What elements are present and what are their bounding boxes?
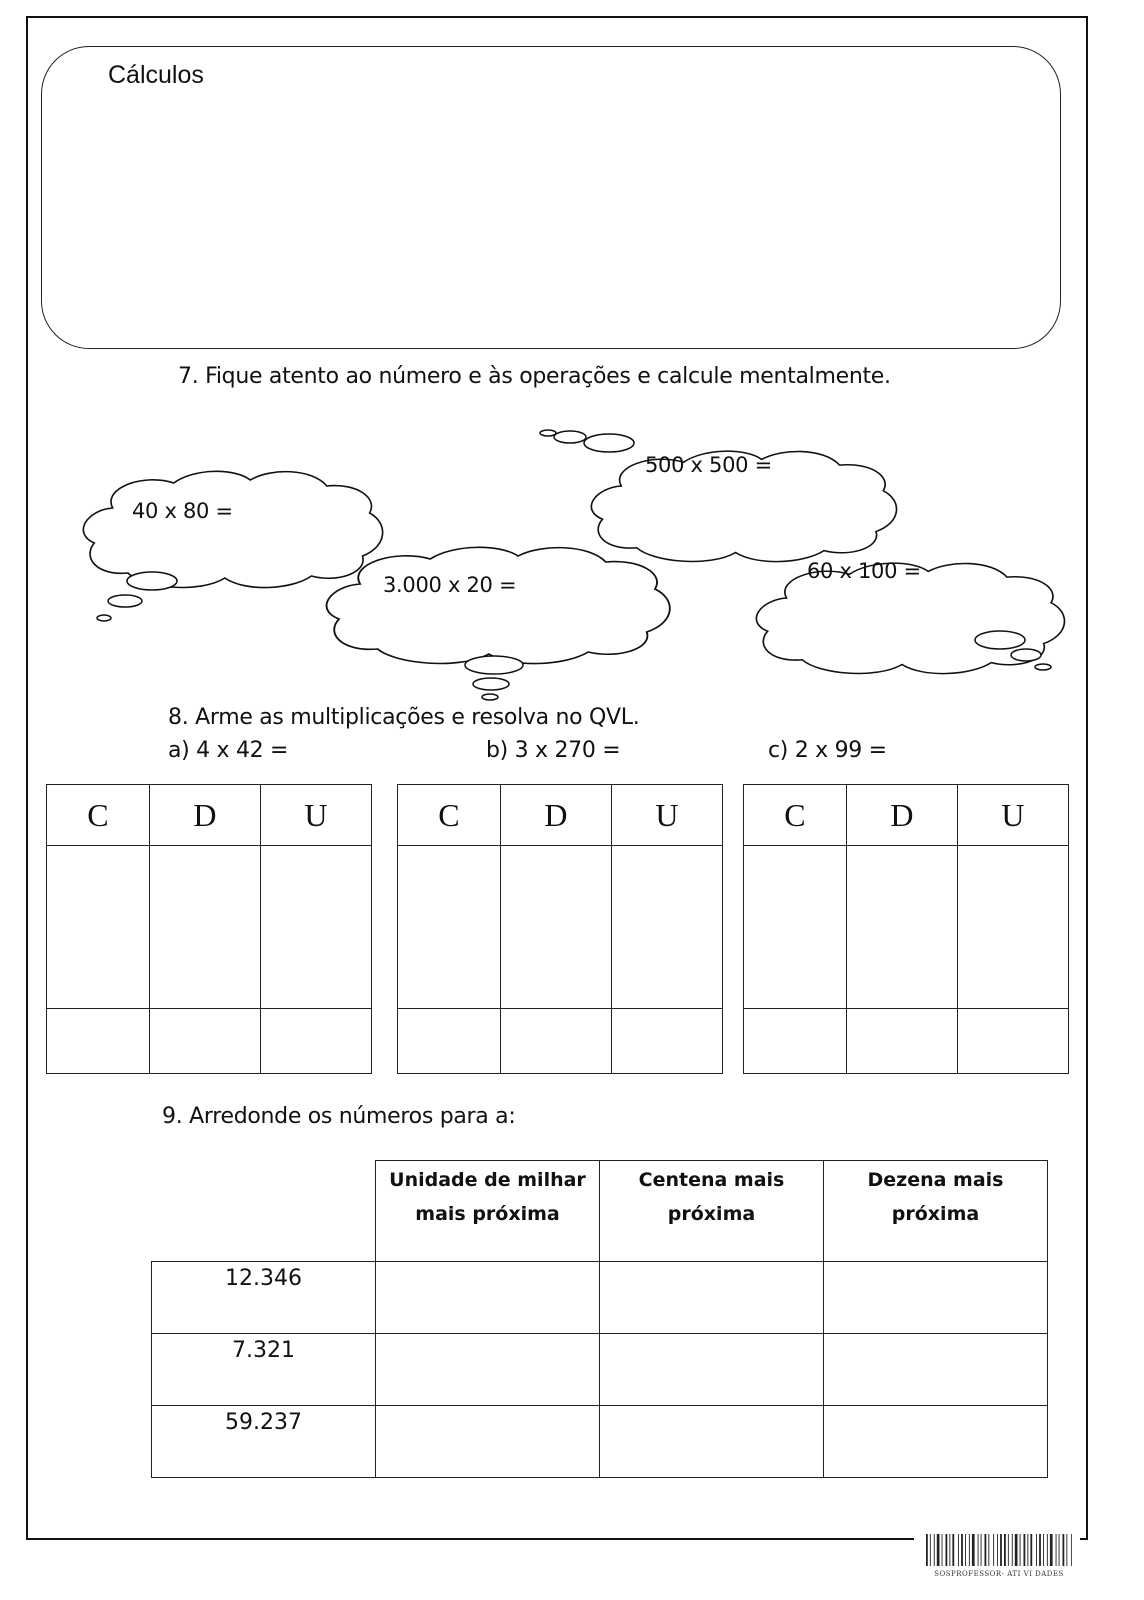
- qvl-cell[interactable]: [957, 846, 1068, 1009]
- barcode-bar: [1050, 1534, 1053, 1566]
- calculations-title: Cálculos: [108, 61, 204, 89]
- table-row: [152, 1262, 1048, 1334]
- answer-cell[interactable]: [376, 1406, 600, 1478]
- barcode-bar: [961, 1534, 963, 1566]
- rounding-number: 59.237: [152, 1406, 376, 1478]
- rounding-header-ten: [824, 1161, 1048, 1262]
- expression-40x80: 40 x 80 =: [132, 499, 233, 523]
- header-line: mais próxima: [415, 1203, 560, 1225]
- rounding-corner: [152, 1161, 376, 1262]
- qvl-header-d: D: [846, 785, 957, 846]
- question-8a-label: a) 4 x 42 =: [168, 738, 289, 763]
- barcode-bar: [934, 1534, 935, 1566]
- bubble: [554, 431, 586, 443]
- qvl-result-cell[interactable]: [744, 1009, 847, 1074]
- answer-cell[interactable]: [824, 1262, 1048, 1334]
- answer-cell[interactable]: [376, 1334, 600, 1406]
- barcode-bar: [1024, 1534, 1026, 1566]
- barcode-bar: [1000, 1534, 1002, 1566]
- barcode-bar: [988, 1534, 989, 1566]
- page-border-bottom: [26, 1538, 914, 1540]
- bubble: [540, 430, 556, 436]
- bubble: [1035, 664, 1051, 670]
- table-row: [152, 1406, 1048, 1478]
- thought-clouds: [0, 400, 1144, 710]
- barcode-bar: [1015, 1534, 1018, 1566]
- qvl-table-c: [743, 784, 1069, 1074]
- qvl-header-c: C: [47, 785, 150, 846]
- header-line: Dezena mais: [867, 1169, 1004, 1191]
- cloud-3: [327, 547, 670, 663]
- clouds-drawing: [0, 400, 1144, 710]
- qvl-result-cell[interactable]: [611, 1009, 722, 1074]
- bubble: [584, 434, 634, 452]
- qvl-header-u: U: [260, 785, 371, 846]
- question-8c-label: c) 2 x 99 =: [768, 738, 887, 763]
- question-7-prompt: 7. Fique atento ao número e às operações e calcule mentalmente.: [178, 364, 891, 389]
- barcode-label: SOSPROFESSOR- ATI VI DADES: [934, 1570, 1064, 1578]
- barcode-bar: [1047, 1534, 1048, 1566]
- qvl-result-cell[interactable]: [47, 1009, 150, 1074]
- barcode-bar: [926, 1534, 928, 1566]
- qvl-header-u: U: [611, 785, 722, 846]
- rounding-header-thousand: [376, 1161, 600, 1262]
- bubble: [473, 678, 509, 690]
- page-border-top: [26, 16, 1088, 18]
- barcode-bar: [997, 1534, 998, 1566]
- barcode-bar: [958, 1534, 959, 1566]
- barcode-bar: [965, 1534, 966, 1566]
- calculations-box[interactable]: [41, 46, 1061, 349]
- qvl-result-cell[interactable]: [260, 1009, 371, 1074]
- expression-500x500: 500 x 500 =: [645, 453, 772, 477]
- rounding-number: 7.321: [152, 1334, 376, 1406]
- header-line: Unidade de milhar: [389, 1169, 586, 1191]
- qvl-table-b: [397, 784, 723, 1074]
- qvl-cell[interactable]: [500, 846, 611, 1009]
- barcode-bar: [1036, 1534, 1037, 1566]
- table-row: [152, 1334, 1048, 1406]
- barcode-bar: [1063, 1534, 1065, 1566]
- answer-cell[interactable]: [824, 1334, 1048, 1406]
- barcode-bar: [985, 1534, 987, 1566]
- qvl-result-cell[interactable]: [846, 1009, 957, 1074]
- qvl-header-d: D: [500, 785, 611, 846]
- question-9-prompt: 9. Arredonde os números para a:: [162, 1104, 516, 1129]
- qvl-cell[interactable]: [47, 846, 150, 1009]
- barcode-bar: [969, 1534, 970, 1566]
- qvl-result-cell[interactable]: [398, 1009, 501, 1074]
- bubble: [1011, 649, 1041, 661]
- expression-3000x20: 3.000 x 20 =: [383, 573, 517, 597]
- qvl-header-u: U: [957, 785, 1068, 846]
- qvl-table-a: [46, 784, 372, 1074]
- qvl-result-cell[interactable]: [957, 1009, 1068, 1074]
- page-border-bottom-right: [1080, 1538, 1088, 1540]
- expression-60x100: 60 x 100 =: [807, 559, 921, 583]
- qvl-cell[interactable]: [744, 846, 847, 1009]
- barcode-bar: [946, 1534, 948, 1566]
- answer-cell[interactable]: [600, 1406, 824, 1478]
- bubble: [108, 595, 142, 607]
- barcode-bar: [1020, 1534, 1021, 1566]
- header-line: próxima: [667, 1203, 756, 1225]
- bubble: [127, 572, 177, 590]
- barcode-bar: [942, 1534, 943, 1566]
- qvl-cell[interactable]: [611, 846, 722, 1009]
- bubble: [97, 615, 111, 621]
- answer-cell[interactable]: [824, 1406, 1048, 1478]
- bubble: [482, 694, 498, 700]
- bubble: [975, 631, 1025, 649]
- qvl-header-c: C: [744, 785, 847, 846]
- question-8-prompt: 8. Arme as multiplicações e resolva no QVL.: [168, 705, 640, 730]
- barcode-bar: [1004, 1534, 1006, 1566]
- barcode-bar: [930, 1534, 931, 1566]
- barcode-bar: [937, 1534, 940, 1566]
- barcode-bar: [981, 1534, 982, 1566]
- rounding-number: 12.346: [152, 1262, 376, 1334]
- qvl-cell[interactable]: [149, 846, 260, 1009]
- bubble: [465, 656, 523, 674]
- barcode-bar: [1012, 1534, 1013, 1566]
- barcode-bar: [972, 1534, 975, 1566]
- qvl-header-c: C: [398, 785, 501, 846]
- barcode-bar: [1056, 1534, 1057, 1566]
- rounding-table: [151, 1160, 1048, 1478]
- barcode-bar: [1059, 1534, 1060, 1566]
- qvl-cell[interactable]: [398, 846, 501, 1009]
- qvl-cell[interactable]: [260, 846, 371, 1009]
- barcode-bar: [1071, 1534, 1072, 1566]
- barcode-bar: [1027, 1534, 1028, 1566]
- qvl-header-d: D: [149, 785, 260, 846]
- barcode-icon: [926, 1534, 1072, 1566]
- answer-cell[interactable]: [376, 1262, 600, 1334]
- barcode-bar: [993, 1534, 994, 1566]
- header-line: próxima: [891, 1203, 980, 1225]
- qvl-result-cell[interactable]: [149, 1009, 260, 1074]
- header-line: Centena mais: [638, 1169, 785, 1191]
- qvl-cell[interactable]: [846, 846, 957, 1009]
- barcode-bar: [952, 1534, 954, 1566]
- barcode-bar: [1066, 1534, 1067, 1566]
- answer-cell[interactable]: [600, 1262, 824, 1334]
- barcode-bar: [949, 1534, 950, 1566]
- barcode-bar: [1043, 1534, 1044, 1566]
- barcode-bar: [1039, 1534, 1041, 1566]
- page-border-right: [1086, 16, 1088, 1540]
- rounding-header-hundred: [600, 1161, 824, 1262]
- answer-cell[interactable]: [600, 1334, 824, 1406]
- barcode-bar: [1008, 1534, 1009, 1566]
- question-8b-label: b) 3 x 270 =: [486, 738, 621, 763]
- cloud-1: [83, 471, 382, 587]
- barcode-bar: [978, 1534, 979, 1566]
- page-border-left: [26, 16, 28, 1540]
- qvl-result-cell[interactable]: [500, 1009, 611, 1074]
- barcode-bar: [1030, 1534, 1032, 1566]
